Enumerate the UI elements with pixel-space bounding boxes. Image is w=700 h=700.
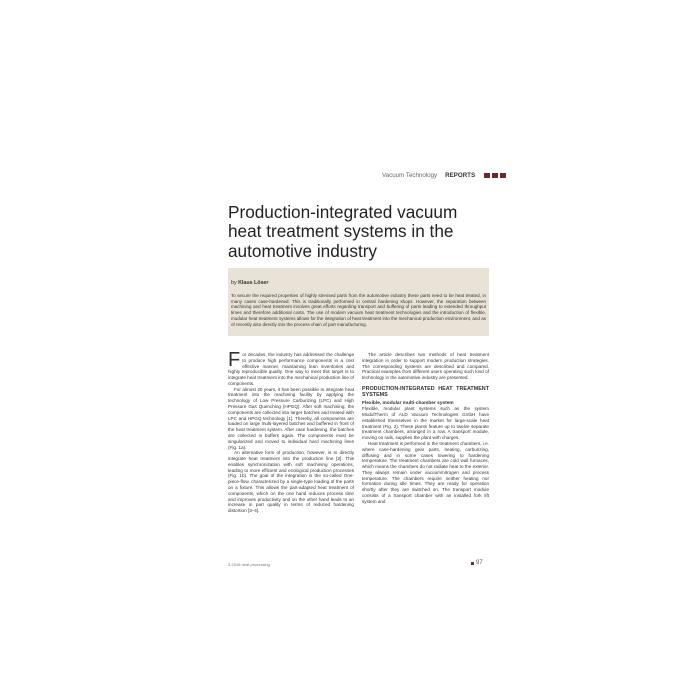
footer-issue: 3-2016 heat processing	[228, 562, 270, 567]
byline-prefix: by	[231, 280, 237, 286]
subsection-heading: Flexible, modular multi-chamber system	[362, 400, 454, 406]
page-number-block	[471, 560, 483, 566]
text-column-right	[362, 352, 489, 524]
article-title: Production-integrated vacuum heat treatment systems in the automotive industry	[228, 202, 458, 261]
paragraph: For almost 20 years, it has been possible to integrate heat treatment into the machining facility by applying the technology of Low Pressure Carburizing (LPC) and High Pressure Gas Quenching (HPGQ). After soft machining, the components are collected into larger batches and treated with LPC and HPGQ technology [1]. Thereby, all components are loaded on large multi-layered batches and buffered in front of the heat treatment system. After case hardening, the batches are collected in buffers again. The components must be singularized and moved to individual hard machining lines (Fig. 1a).	[228, 386, 354, 450]
section-heading: PRODUCTION-INTEGRATED HEAT TREATMENT SYSTEMS	[362, 385, 489, 399]
text-column-left	[228, 352, 354, 520]
author-name: Klaus Löser	[238, 280, 269, 286]
paragraph: For decades, the industry has addressed the challenge to produce high performance components in a cost effective manner, maintaining lean inventories and highly reproducible quality. One way to meet this target is to integrate heat treatment into the mechanical production line of components.	[228, 352, 354, 386]
paragraph: The article describes two methods of heat treatment integration in order to support modern production strategies. The corresponding systems are described and compared. Practical examples from different users operating such kind of technology in the automotive industry are presented.	[362, 352, 489, 381]
category-label: REPORTS	[445, 171, 476, 179]
paragraph: An alternative form of production, however, is to directly integrate heat treatment into the production line [2]. This enables synchronization with soft machining operations, leading to more efficient and ecological production processes (Fig. 1b). The goal of the integration is the so-called One-piece-flow, characterized by a single-type loading of the parts on a fixture. This allows the part-adapted heat treatment of components, which on the one hand reduces process time and improves productivity and on the other hand leads to an increase in part quality in terms of reduced hardening distortion [3–4].	[228, 450, 354, 514]
drop-cap: F	[228, 352, 241, 371]
paragraph: Heat treatment is performed in the treatment chambers, i.e. where case-hardening gear parts, heating, carburizing, diffusing and in some cases lowering to hardening temperature. The treatment chambers are cold wall furnaces, which means the chambers do not radiate heat to the exterior. They always remain under vacuum/nitrogen and process temperature. The chambers require neither heating nor formation during idle times. They are ready for operation shortly after they are switched on. The transport module consists of a transport chamber with an installed fork lift system and	[362, 440, 489, 504]
page-number: 97	[476, 560, 483, 566]
running-header	[382, 170, 492, 180]
byline	[231, 280, 268, 286]
header-squares-icon	[484, 173, 506, 178]
page-marker-icon	[471, 562, 474, 565]
abstract-text: To secure the required properties of highly stressed parts from the automotive industry these parts need to be heat treated, in many cases case-hardened. This is traditionally performed in central hardening shops. However, the separation between machining and heat treatment involves great efforts regarding transport and buffering of parts leading to extended throughput times and therefore additional costs. The use of modern vacuum heat treatment technologies and the introduction of flexible, modular heat treatment systems allows for the integration of heat treatment into the mechanical production environment, and as of recently also directly into the process chain of part manufacturing.	[231, 293, 486, 327]
paragraph: Flexible, modular plant systems such as the system ModulTherm of ALD Vacuum Technologies GmbH have established themselves in the market for large-scale heat treatment (Fig. 2). These plants feature up to twelve separate treatment chambers, arranged in a row. A transport module, moving on rails, supplies the plant with charges.	[362, 406, 489, 441]
section-label: Vacuum Technology	[382, 171, 438, 179]
